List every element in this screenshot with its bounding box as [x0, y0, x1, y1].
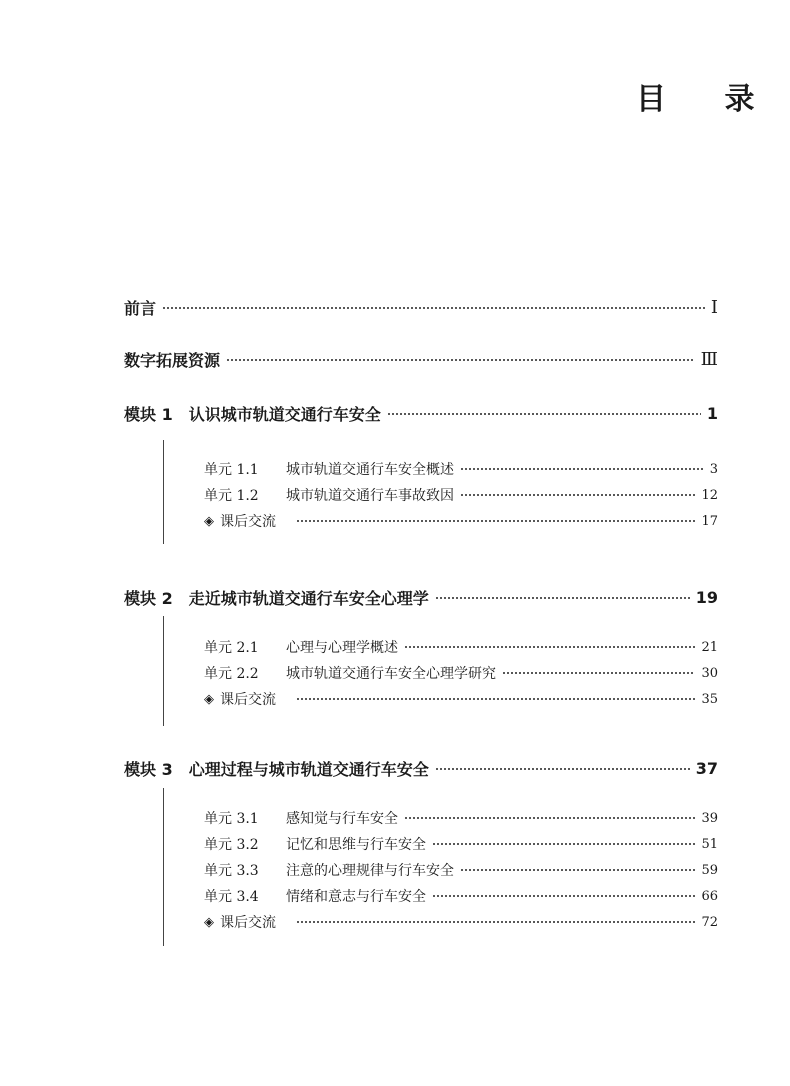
toc-module-3[interactable]: [124, 757, 718, 780]
diamond-icon: ◈: [204, 513, 214, 529]
dot-leader: [460, 494, 695, 496]
toc-page-number: 17: [701, 513, 718, 529]
toc-module-1[interactable]: [124, 402, 718, 425]
exchange-label: 课后交流: [220, 915, 276, 931]
dot-leader: [162, 307, 705, 309]
dot-leader: [432, 843, 695, 845]
toc-exchange[interactable]: [204, 912, 718, 932]
module-number: 模块 3: [124, 760, 173, 779]
toc-unit[interactable]: [204, 808, 718, 828]
unit-number: 单元 3.2: [204, 837, 259, 853]
toc-page-number: 66: [701, 888, 718, 904]
toc-page-number: 12: [701, 487, 718, 503]
diamond-icon: ◈: [204, 691, 214, 707]
toc-page-number: Ⅰ: [710, 297, 718, 318]
toc-page-number: Ⅲ: [700, 349, 718, 370]
module-title: 认识城市轨道交通行车安全: [188, 405, 381, 424]
module-title: 走近城市轨道交通行车安全心理学: [188, 589, 429, 608]
module-title: 心理过程与城市轨道交通行车安全: [188, 760, 429, 779]
dot-leader: [404, 817, 695, 819]
toc-page-number: 3: [709, 461, 718, 477]
toc-page-number: 35: [701, 691, 718, 707]
toc-page-number: 21: [701, 639, 718, 655]
dot-leader: [502, 672, 695, 674]
unit-number: 单元 3.1: [204, 811, 259, 827]
toc-page-number: 19: [695, 588, 718, 607]
dot-leader: [296, 520, 695, 522]
unit-title: 注意的心理规律与行车安全: [286, 863, 454, 879]
toc-entry-label: 前言: [124, 299, 157, 318]
toc-unit[interactable]: [204, 834, 718, 854]
toc-entry-digital-resources[interactable]: [124, 348, 718, 371]
dot-leader: [460, 468, 704, 470]
module-number: 模块 2: [124, 589, 173, 608]
toc-unit[interactable]: [204, 886, 718, 906]
unit-number: 单元 3.4: [204, 889, 259, 905]
module-divider-line: [163, 788, 164, 946]
unit-title: 城市轨道交通行车事故致因: [286, 488, 454, 504]
unit-number: 单元 2.2: [204, 666, 259, 682]
unit-title: 情绪和意志与行车安全: [286, 889, 426, 905]
toc-page-number: 37: [695, 759, 718, 778]
dot-leader: [387, 413, 701, 415]
unit-number: 单元 1.2: [204, 488, 259, 504]
toc-unit[interactable]: [204, 860, 718, 880]
toc-page-number: 59: [701, 862, 718, 878]
dot-leader: [460, 869, 695, 871]
unit-title: 城市轨道交通行车安全概述: [286, 462, 454, 478]
dot-leader: [435, 597, 690, 599]
unit-number: 单元 2.1: [204, 640, 259, 656]
unit-title: 感知觉与行车安全: [286, 811, 398, 827]
exchange-label: 课后交流: [220, 514, 276, 530]
dot-leader: [435, 768, 690, 770]
toc-page-number: 39: [701, 810, 718, 826]
toc-entry-preface[interactable]: [124, 296, 718, 319]
module-divider-line: [163, 440, 164, 544]
page-title: 目 录: [636, 82, 779, 117]
unit-title: 城市轨道交通行车安全心理学研究: [286, 666, 496, 682]
unit-number: 单元 1.1: [204, 462, 259, 478]
toc-exchange[interactable]: [204, 689, 718, 709]
toc-page-number: 1: [706, 404, 718, 423]
toc-unit[interactable]: [204, 663, 718, 683]
toc-page-number: 30: [701, 665, 718, 681]
module-number: 模块 1: [124, 405, 173, 424]
toc-entry-label: 数字拓展资源: [124, 351, 221, 370]
dot-leader: [226, 359, 695, 361]
dot-leader: [296, 698, 695, 700]
unit-number: 单元 3.3: [204, 863, 259, 879]
unit-title: 记忆和思维与行车安全: [286, 837, 426, 853]
exchange-label: 课后交流: [220, 692, 276, 708]
toc-unit[interactable]: [204, 459, 718, 479]
dot-leader: [432, 895, 695, 897]
toc-page-number: 72: [701, 914, 718, 930]
toc-unit[interactable]: [204, 485, 718, 505]
toc-page-number: 51: [701, 836, 718, 852]
dot-leader: [296, 921, 695, 923]
toc-module-2[interactable]: [124, 586, 718, 609]
dot-leader: [404, 646, 695, 648]
toc-exchange[interactable]: [204, 511, 718, 531]
diamond-icon: ◈: [204, 914, 214, 930]
toc-unit[interactable]: [204, 637, 718, 657]
module-divider-line: [163, 616, 164, 726]
unit-title: 心理与心理学概述: [286, 640, 398, 656]
